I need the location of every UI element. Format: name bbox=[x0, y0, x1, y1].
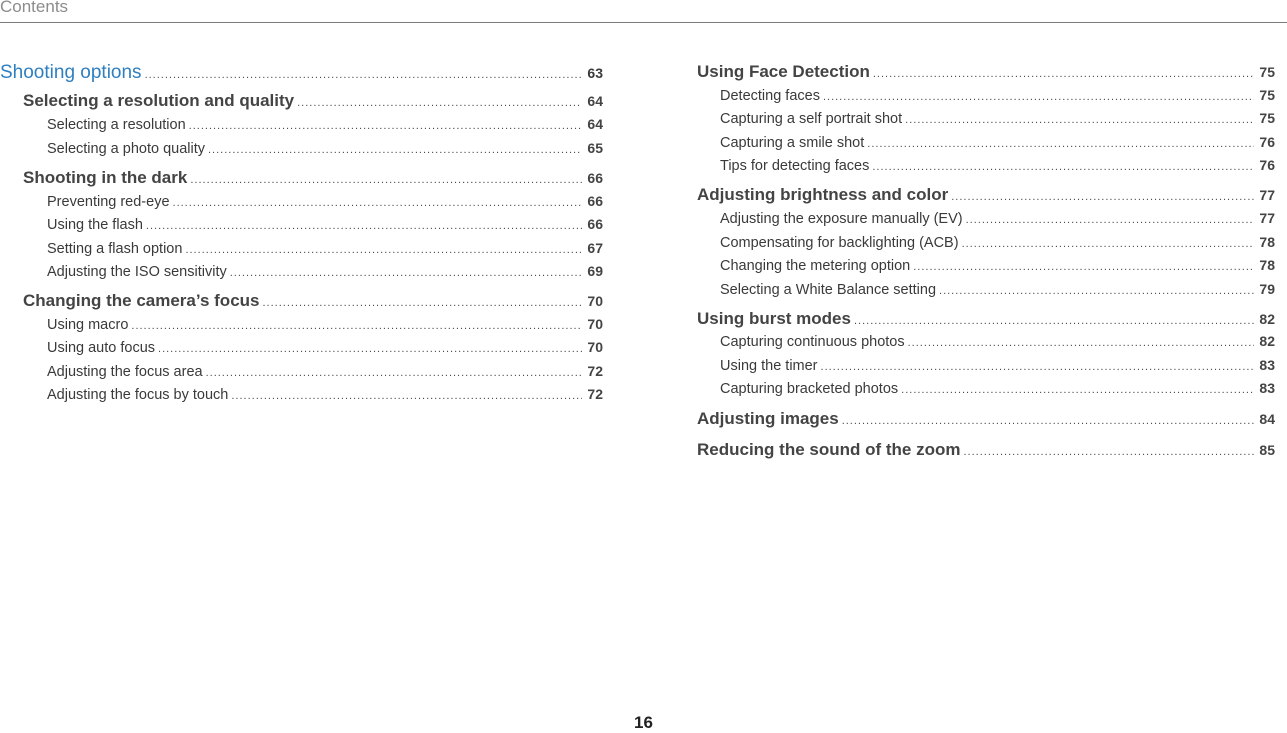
toc-item-link[interactable] bbox=[47, 316, 603, 338]
toc-entry-title: Using auto focus bbox=[47, 340, 156, 356]
toc-item-link[interactable] bbox=[720, 380, 1275, 402]
toc-entry-title: Capturing a smile shot bbox=[720, 135, 865, 151]
toc-item-link[interactable] bbox=[47, 386, 603, 408]
header-divider bbox=[0, 22, 1287, 23]
toc-subsection-link[interactable] bbox=[23, 291, 603, 313]
toc-entry-page: 76 bbox=[1259, 134, 1275, 150]
toc-entry-page: 70 bbox=[587, 316, 603, 332]
toc-leader-dots bbox=[297, 97, 582, 109]
toc-entry-page: 77 bbox=[1259, 210, 1275, 226]
toc-entry-page: 63 bbox=[587, 65, 603, 81]
toc-leader-dots bbox=[854, 315, 1254, 327]
toc-entry-page: 78 bbox=[1259, 234, 1275, 250]
toc-leader-dots bbox=[872, 161, 1254, 173]
toc-subsection-link[interactable] bbox=[697, 185, 1275, 207]
toc-subsection-link[interactable] bbox=[23, 168, 603, 190]
toc-entry-title: Tips for detecting faces bbox=[720, 158, 870, 174]
toc-entry-title: Reducing the sound of the zoom bbox=[697, 440, 961, 459]
toc-item-link[interactable] bbox=[47, 140, 603, 162]
toc-entry-page: 64 bbox=[587, 116, 603, 132]
toc-leader-dots bbox=[173, 197, 583, 209]
toc-entry-title: Shooting options bbox=[0, 62, 142, 83]
toc-leader-dots bbox=[146, 220, 583, 232]
toc-leader-dots bbox=[963, 446, 1254, 458]
toc-entry-page: 78 bbox=[1259, 257, 1275, 273]
toc-entry-page: 70 bbox=[587, 293, 603, 309]
toc-entry-title: Capturing a self portrait shot bbox=[720, 111, 903, 127]
toc-leader-dots bbox=[966, 214, 1255, 226]
toc-item-link[interactable] bbox=[47, 339, 603, 361]
toc-entry-title: Using macro bbox=[47, 317, 129, 333]
toc-entry-page: 65 bbox=[587, 140, 603, 156]
toc-entry-page: 67 bbox=[587, 240, 603, 256]
toc-leader-dots bbox=[905, 114, 1254, 126]
toc-leader-dots bbox=[185, 244, 582, 256]
toc-entry-title: Selecting a resolution bbox=[47, 117, 186, 133]
toc-entry-title: Selecting a photo quality bbox=[47, 141, 205, 157]
toc-entry-page: 83 bbox=[1259, 380, 1275, 396]
toc-item-link[interactable] bbox=[720, 234, 1275, 256]
toc-entry-title: Using burst modes bbox=[697, 309, 851, 328]
toc-subsection-link[interactable] bbox=[697, 409, 1275, 431]
toc-subsection-link[interactable] bbox=[697, 440, 1275, 462]
toc-leader-dots bbox=[962, 238, 1255, 250]
toc-leader-dots bbox=[842, 415, 1255, 427]
toc-entry-page: 75 bbox=[1259, 64, 1275, 80]
toc-item-link[interactable] bbox=[720, 87, 1275, 109]
toc-leader-dots bbox=[158, 343, 582, 355]
toc-leader-dots bbox=[867, 138, 1254, 150]
toc-entry-page: 83 bbox=[1259, 357, 1275, 373]
toc-entry-page: 70 bbox=[587, 339, 603, 355]
toc-leader-dots bbox=[908, 337, 1255, 349]
toc-item-link[interactable] bbox=[47, 363, 603, 385]
toc-entry-page: 69 bbox=[587, 263, 603, 279]
toc-leader-dots bbox=[901, 384, 1254, 396]
toc-leader-dots bbox=[131, 320, 582, 332]
toc-entry-title: Using the flash bbox=[47, 217, 143, 233]
toc-leader-dots bbox=[230, 267, 583, 279]
toc-entry-title: Changing the camera’s focus bbox=[23, 291, 260, 310]
toc-leader-dots bbox=[208, 144, 582, 156]
toc-item-link[interactable] bbox=[720, 281, 1275, 303]
toc-subsection-link[interactable] bbox=[697, 62, 1275, 84]
toc-leader-dots bbox=[262, 297, 582, 309]
toc-leader-dots bbox=[913, 261, 1254, 273]
toc-leader-dots bbox=[939, 285, 1254, 297]
toc-entry-title: Capturing bracketed photos bbox=[720, 381, 899, 397]
toc-subsection-link[interactable] bbox=[697, 309, 1275, 331]
toc-entry-title: Using the timer bbox=[720, 358, 818, 374]
toc-item-link[interactable] bbox=[47, 240, 603, 262]
toc-item-link[interactable] bbox=[720, 357, 1275, 379]
toc-entry-title: Selecting a resolution and quality bbox=[23, 91, 295, 110]
toc-entry-page: 66 bbox=[587, 193, 603, 209]
toc-entry-page: 76 bbox=[1259, 157, 1275, 173]
toc-leader-dots bbox=[189, 120, 583, 132]
toc-leader-dots bbox=[951, 191, 1254, 203]
toc-entry-page: 75 bbox=[1259, 110, 1275, 126]
toc-entry-title: Using Face Detection bbox=[697, 62, 870, 81]
toc-item-link[interactable] bbox=[720, 333, 1275, 355]
toc-item-link[interactable] bbox=[47, 193, 603, 215]
toc-entry-title: Adjusting the focus by touch bbox=[47, 387, 229, 403]
toc-entry-page: 72 bbox=[587, 386, 603, 402]
toc-section-link[interactable] bbox=[0, 62, 603, 84]
toc-entry-page: 84 bbox=[1259, 411, 1275, 427]
toc-entry-title: Adjusting images bbox=[697, 409, 839, 428]
toc-entry-page: 72 bbox=[587, 363, 603, 379]
toc-entry-title: Compensating for backlighting (ACB) bbox=[720, 235, 959, 251]
toc-entry-page: 79 bbox=[1259, 281, 1275, 297]
toc-entry-title: Adjusting the ISO sensitivity bbox=[47, 264, 227, 280]
toc-item-link[interactable] bbox=[720, 210, 1275, 232]
toc-item-link[interactable] bbox=[47, 263, 603, 285]
toc-entry-page: 77 bbox=[1259, 187, 1275, 203]
toc-leader-dots bbox=[821, 361, 1255, 373]
page-number: 16 bbox=[634, 713, 653, 732]
toc-item-link[interactable] bbox=[720, 257, 1275, 279]
toc-entry-title: Adjusting the exposure manually (EV) bbox=[720, 211, 963, 227]
toc-item-link[interactable] bbox=[47, 216, 603, 238]
toc-item-link[interactable] bbox=[720, 110, 1275, 132]
toc-leader-dots bbox=[206, 367, 583, 379]
toc-subsection-link[interactable] bbox=[23, 91, 603, 113]
toc-entry-title: Detecting faces bbox=[720, 88, 820, 104]
toc-leader-dots bbox=[190, 174, 582, 186]
toc-entry-page: 82 bbox=[1259, 333, 1275, 349]
toc-leader-dots bbox=[231, 390, 582, 402]
toc-entry-title: Setting a flash option bbox=[47, 241, 183, 257]
toc-entry-title: Preventing red-eye bbox=[47, 194, 170, 210]
toc-leader-dots bbox=[145, 69, 583, 81]
toc-leader-dots bbox=[823, 91, 1254, 103]
page-header-title: Contents bbox=[0, 0, 69, 16]
toc-entry-page: 66 bbox=[587, 216, 603, 232]
toc-entry-title: Changing the metering option bbox=[720, 258, 911, 274]
toc-leader-dots bbox=[873, 68, 1255, 80]
toc-entry-page: 64 bbox=[587, 93, 603, 109]
toc-entry-title: Capturing continuous photos bbox=[720, 334, 905, 350]
toc-entry-title: Adjusting the focus area bbox=[47, 364, 203, 380]
toc-item-link[interactable] bbox=[720, 157, 1275, 179]
toc-entry-page: 82 bbox=[1259, 311, 1275, 327]
toc-item-link[interactable] bbox=[47, 116, 603, 138]
toc-entry-title: Shooting in the dark bbox=[23, 168, 188, 187]
toc-entry-title: Selecting a White Balance setting bbox=[720, 282, 937, 298]
toc-entry-page: 85 bbox=[1259, 442, 1275, 458]
toc-entry-title: Adjusting brightness and color bbox=[697, 185, 949, 204]
toc-entry-page: 66 bbox=[587, 170, 603, 186]
toc-entry-page: 75 bbox=[1259, 87, 1275, 103]
toc-item-link[interactable] bbox=[720, 134, 1275, 156]
